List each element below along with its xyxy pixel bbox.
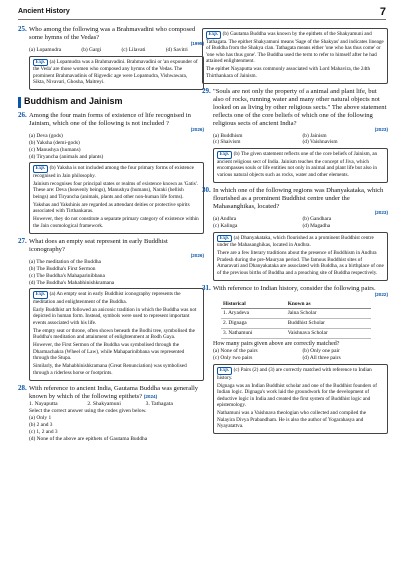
option-b: (b) The Buddha's First Sermon	[29, 265, 96, 272]
option-b: (b) 2 and 3	[29, 422, 53, 429]
exp-label: Exp.	[33, 165, 48, 173]
year-tag: (2026)	[190, 126, 204, 132]
exp-text: The epithet Nayaputta was commonly associated with Lord Mahavira, the 24th Thirthankara of Jainism.	[206, 66, 371, 79]
options	[213, 348, 388, 362]
exp-text: Yaksha is not included among the four primary forms of existence recognised in Jain philosophy.	[33, 165, 194, 179]
left-column	[18, 26, 204, 445]
exp-answer: (b)	[222, 31, 229, 37]
question-27	[18, 238, 204, 287]
exp-label: Exp.	[217, 151, 232, 159]
question-text: What does an empty seat represent in early Buddhist iconography?	[29, 237, 168, 253]
explanation-28	[202, 28, 388, 84]
table-row: 2. Dignaga Buddhist Scholar	[221, 319, 371, 329]
item-1: 1. Nayaputta	[29, 401, 58, 408]
option-a: (a) Andhra	[213, 215, 237, 222]
option-a: (a) Deva (gods)	[29, 132, 63, 139]
exp-label: Exp.	[33, 291, 48, 299]
exp-text: Similarly, the Mahabhinishkramana (Great Renunciation) was symbolised through a riderless horse or footprints.	[33, 363, 187, 376]
table-row: 3. Nathamuni Vaishnava Scholar	[221, 329, 371, 339]
option-a: (a) None of the pairs	[213, 348, 258, 355]
option-c: (c) The Buddha's Mahaparinibbana	[29, 272, 105, 279]
explanation-29	[213, 148, 388, 183]
exp-text: The empty seat or throne, often shown beneath the Bodhi tree, symbolised the Buddha's meditation and attainment of enlightenment at Bodh Gaya.	[33, 327, 195, 341]
page-header	[0, 0, 400, 22]
explanation-30	[213, 232, 388, 281]
explanation-27	[29, 288, 204, 381]
question-ask: How many pairs given above are correctly matched?	[213, 341, 340, 348]
option-a: (a) The meditation of the Buddha	[29, 258, 101, 265]
exp-text: An empty seat in early Buddhist iconography represents the meditation and enlightenment of the Buddha.	[33, 291, 181, 305]
options	[29, 415, 204, 443]
year-tag: (2026)	[190, 252, 204, 258]
option-c: (c) Only two pairs	[213, 355, 253, 362]
page-number: 7	[379, 6, 386, 18]
exp-text: There are a few literary traditions about the presence of Buddhism in Andhra Pradesh during the pre-Mauryan period. The famous Buddhist sites of Amaravati and Dhanyakataka are associated with Buddha, as a birthplace of one of the previous births of Buddha and a preaching site of Buddha respectively.	[217, 250, 384, 276]
right-column	[202, 26, 388, 438]
options	[29, 133, 204, 161]
exp-label: Exp.	[33, 59, 48, 67]
question-28	[18, 385, 204, 443]
question-number: 25.	[18, 25, 27, 33]
item-list	[29, 401, 204, 408]
question-30	[202, 187, 388, 230]
option-c: (c) Manushya (humans)	[29, 146, 81, 153]
question-25	[18, 26, 204, 54]
year-tag: (1995)	[190, 41, 204, 47]
option-d: (d) Tiryancha (animals and plants)	[29, 153, 104, 160]
table-header: Known as	[286, 300, 371, 309]
explanation-26	[29, 162, 204, 234]
options	[213, 133, 388, 147]
exp-text: Early Buddhist art followed an aniconic tradition in which the Buddha was not depicted in human form. Instead, symbols were used to represent important events associated with his life.	[33, 306, 197, 326]
question-26	[18, 112, 204, 161]
exp-text: The given statement reflects one of the core beliefs of Jainism, an ancient religious sect of India. Jainism teaches the concept of Jiva, which encompasses souls or life entities not only in animal and plant life but also in various natural objects such as rocks, water and other elements.	[217, 151, 378, 178]
year-tag: (2022)	[374, 291, 388, 297]
exp-text: Jainism recognises four principal states or realms of existence known as 'Gatis'. These are: Deva (heavenly beings), Manushya (humans), Naraki (hellish beings) and Tiryancha (animals, plants and other non-human life forms).	[33, 180, 198, 200]
exp-answer: (a)	[233, 234, 240, 241]
options	[29, 47, 204, 54]
exp-text: Yakshas and Yakshinis are regarded as attendant deities or protective spirits associated with Tirthankaras.	[33, 201, 190, 215]
option-c: (c) Lilavati	[121, 46, 146, 53]
item-3: 3. Tathagata	[145, 401, 173, 408]
exp-answer: (b)	[233, 151, 240, 158]
option-a: (a) Buddhism	[213, 132, 243, 139]
question-text: Among the four main forms of existence of life recognised in Jainism, which one of the following is not included ?	[29, 111, 191, 127]
question-text: With reference to ancient India, Gautama Buddha was generally known by which of the following epithets? (2024)	[29, 384, 199, 401]
exp-text: Lopamudra was a Brahmavadini. Brahmavadini or 'an expounder of the Veda' are those women who composed any hymns of the Vedas. The prominent Brahmavadinis of Rigvedic age were Lopamudra, Vishwawara, Sikta, Nivavari, Ghosha, Maitreyi.	[33, 58, 198, 86]
exp-text: However, the First Sermon of the Buddha was symbolised through the Dharmachakra (Wheel of Law), while Mahaparinibbana was represented through the Stupa.	[33, 342, 185, 362]
exp-label: Exp.	[217, 367, 232, 375]
question-text: With reference to Indian history, consider the following pairs.	[213, 284, 376, 292]
exp-text: Dignaga was an Indian Buddhist scholar and one of the Buddhist founders of Indian logic. Dignaga's work laid the groundwork for the development of deductive logic in India and created the first system of Buddhist logic and epistemology.	[217, 382, 377, 409]
heading-bar	[18, 97, 21, 108]
item-2: 2. Shakyamuni	[87, 401, 121, 408]
option-d: (d) Savitri	[165, 46, 188, 53]
question-31	[202, 285, 388, 363]
option-a: (a) Lopamudra	[29, 46, 62, 53]
option-b: (b) Yaksha (demi-gods)	[29, 139, 80, 146]
question-number: 31.	[202, 283, 211, 292]
option-c: (c) 1, 2 and 3	[29, 428, 58, 435]
exp-text: However, they do not constitute a separate primary category of existence within the Jain cosmological framework.	[33, 216, 199, 229]
exp-text: Dhanyakataka, which flourished as a prominent Buddhist centre under the Mahasanghikas, located in Andhra.	[217, 234, 374, 249]
question-number: 26.	[18, 110, 27, 119]
header-divider	[18, 19, 386, 20]
year-tag: (2023)	[374, 209, 388, 215]
option-b: (b) Only one pair	[302, 348, 340, 355]
explanation-25	[29, 56, 204, 91]
explanation-31	[213, 364, 388, 434]
options	[29, 259, 204, 287]
section-title: Ancient History	[18, 8, 70, 15]
question-text: Who among the following was a Brahmavadini who composed some hymns of the Vedas?	[29, 26, 196, 42]
question-text: In which one of the following regions was Dhanyakataka, which flourished as a prominent Buddhist centre under the Mahasanghikas, located?	[213, 186, 384, 210]
exp-answer: (a)	[49, 291, 56, 298]
option-a: (a) Only 1	[29, 415, 52, 422]
question-number: 30.	[202, 185, 211, 194]
option-c: (c) Kalinga	[213, 222, 238, 229]
option-d: (d) Magadha	[302, 222, 331, 229]
option-c: (c) Shaivism	[213, 139, 241, 146]
heading-text: Buddhism and Jainism	[24, 96, 123, 107]
option-d: (d) None of the above are epithets of Gautama Buddha	[29, 435, 148, 442]
pairs-table	[221, 300, 371, 340]
question-number: 29.	[202, 86, 211, 95]
option-b: (b) Gargi	[81, 46, 102, 53]
exp-answer: (a)	[49, 58, 56, 65]
option-d: (d) The Buddha's Mahabhinishkramana	[29, 279, 115, 286]
select-instruction: Select the correct answer using the codes given below.	[29, 408, 147, 415]
option-b: (b) Jainism	[302, 132, 327, 139]
year-tag: (2024)	[143, 394, 158, 400]
question-number: 28.	[18, 383, 27, 392]
option-b: (b) Gandhara	[302, 215, 332, 222]
exp-label: Exp.	[217, 235, 232, 243]
exp-answer: (b)	[49, 165, 56, 172]
table-row: 1. Aryadeva Jaina Scholar	[221, 309, 371, 319]
question-number: 27.	[18, 236, 27, 245]
exp-text: (c) Pairs (2) and (3) are correctly matched with reference to Indian history.	[217, 367, 372, 381]
exp-text: Gautama Buddha was known by the epithets of the Shakyamuni and Tathagata. The epithet Shakyamuni means 'Sage of the Shakyas' and indicates lineage of Buddha from the Shakya clan. Tathagata means either 'one who has thus come' or 'one who has thus gone'. The Buddha used the term to refer to himself after he had attained enlightenment.	[206, 31, 384, 64]
option-d: (d) Vaishnavism	[302, 139, 338, 146]
question-29	[202, 88, 388, 147]
options	[213, 216, 388, 230]
table-header: Historical	[221, 300, 286, 309]
option-d: (d) All three pairs	[302, 355, 341, 362]
section-heading	[18, 96, 204, 108]
year-tag: (2023)	[374, 126, 388, 132]
exp-label: Exp.	[206, 31, 221, 39]
question-text: "Souls are not only the property of a animal and plant life, but also of rocks, running water and many other natural objects not looked on as living by other religious sects." The above statement reflects one of the core beliefs of which one of the following religious sects of ancient India?	[213, 87, 387, 127]
exp-text: Nathamuni was a Vaishnava theologian who collected and compiled the Nalayira Divya Prabandham. He is also the author of Yogarahasya and Nyayatattva.	[217, 410, 366, 430]
